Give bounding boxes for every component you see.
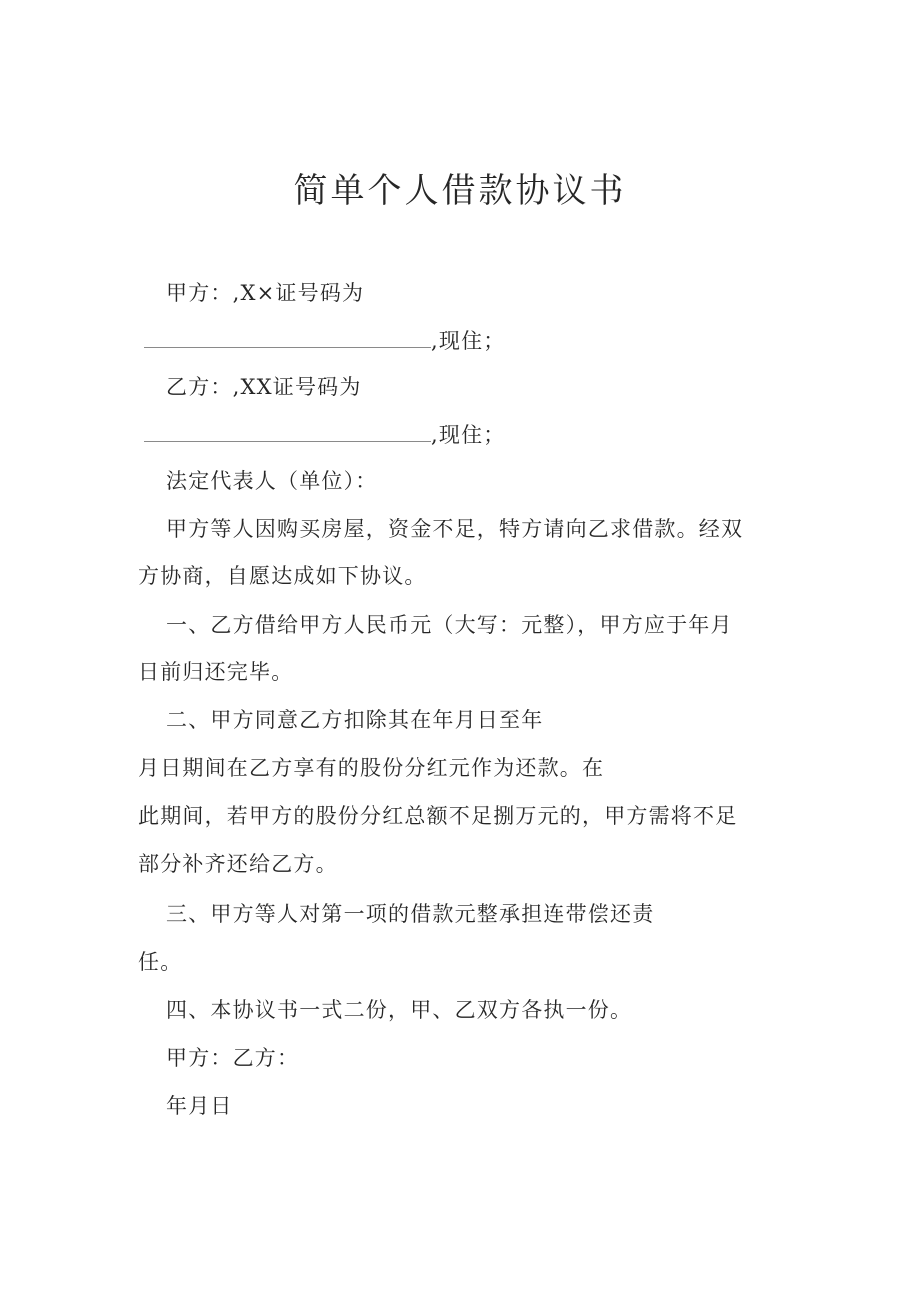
clause-2-line-4: 部分补齐还给乙方。 bbox=[138, 852, 338, 876]
party-b-blank bbox=[144, 419, 431, 442]
party-b-address-line bbox=[144, 419, 505, 450]
party-b-address-label: ,现住； bbox=[431, 423, 506, 447]
clause-2-line-3: 此期间，若甲方的股份分红总额不足捌万元的，甲方需将不足 bbox=[138, 804, 738, 828]
clause-2-line-2: 月日期间在乙方享有的股份分红元作为还款。在 bbox=[138, 756, 605, 780]
preamble-line-2: 方协商，自愿达成如下协议。 bbox=[138, 564, 427, 588]
clause-3-line-1: 三、甲方等人对第一项的借款元整承担连带偿还责 bbox=[166, 902, 655, 926]
legal-representative-line: 法定代表人（单位）： bbox=[166, 469, 378, 493]
signature-line: 甲方：乙方： bbox=[166, 1046, 300, 1070]
party-b-line: 乙方：,XX证号码为 bbox=[166, 375, 362, 399]
clause-4-line: 四、本协议书一式二份，甲、乙双方各执一份。 bbox=[166, 998, 633, 1022]
party-a-address-label: ,现住； bbox=[431, 329, 506, 353]
party-a-address-line bbox=[144, 325, 505, 356]
party-a-blank bbox=[144, 325, 431, 348]
date-line: 年月日 bbox=[166, 1094, 233, 1118]
party-a-line: 甲方：,X×证号码为 bbox=[166, 281, 365, 305]
clause-3-line-2: 任。 bbox=[138, 950, 183, 974]
clause-2-line-1: 二、甲方同意乙方扣除其在年月日至年 bbox=[166, 708, 544, 732]
clause-1-line-2: 日前归还完毕。 bbox=[138, 660, 294, 684]
preamble-line-1: 甲方等人因购买房屋，资金不足，特方请向乙求借款。经双 bbox=[166, 517, 744, 541]
clause-1-line-1: 一、乙方借给甲方人民币元（大写：元整），甲方应于年月 bbox=[166, 613, 733, 637]
document-title: 简单个人借款协议书 bbox=[293, 170, 627, 211]
